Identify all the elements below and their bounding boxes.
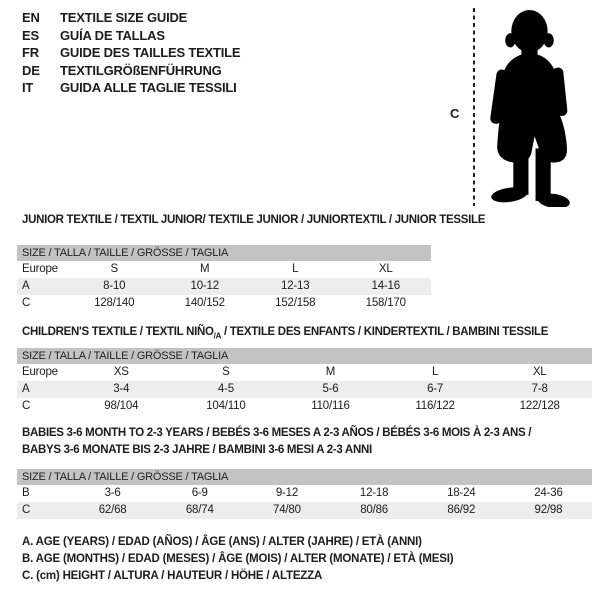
language-label: GUÍA DE TALLAS (60, 27, 165, 43)
table-row-europe (17, 261, 431, 278)
height-cell: 122/128 (519, 400, 560, 412)
language-row-en (22, 9, 240, 27)
age-cell: 12-18 (359, 487, 389, 499)
age-cell: 4-5 (217, 383, 234, 395)
row-label: Europe (22, 263, 58, 275)
title-line-2: BABYS 3-6 MONATE BIS 2-3 JAHRE / BAMBINI 3-6 MESI A 2-3 ANNI (22, 444, 372, 456)
size-bar: SIZE / TALLA / TAILLE / GRÖSSE / TAGLIA (17, 245, 431, 261)
age-cell: 5-6 (322, 383, 339, 395)
footnote-a: A. AGE (YEARS) / EDAD (AÑOS) / ÂGE (ANS) / ALTER (JAHRE) / ETÀ (ANNI) (22, 536, 422, 548)
footnote-b: B. AGE (MONTHS) / EDAD (MESES) / ÂGE (MOIS) / ALTER (MONATE) / ETÀ (MESI) (22, 553, 454, 565)
table-row-age (17, 381, 592, 398)
height-cell: 92/98 (534, 504, 563, 516)
children-table-title (22, 326, 548, 340)
height-cell: 80/86 (360, 504, 388, 516)
age-cell: 3-6 (104, 487, 121, 499)
height-cell: 128/140 (94, 297, 135, 309)
language-label: TEXTILGRÖßENFÜHRUNG (60, 62, 222, 78)
babies-size-table (17, 469, 592, 519)
language-row-de (22, 62, 240, 80)
table-row-height (17, 398, 592, 415)
age-cell: 6-9 (191, 487, 208, 499)
age-cell: 10-12 (190, 280, 219, 292)
age-cell: 7-8 (531, 383, 548, 395)
title-text: CHILDREN'S TEXTILE / TEXTIL NIÑO (22, 326, 214, 338)
size-cell: L (292, 263, 299, 275)
age-cell: 9-12 (275, 487, 299, 499)
row-label: Europe (22, 366, 58, 378)
language-label: GUIDE DES TAILLES TEXTILE (60, 45, 241, 60)
height-cell: 68/74 (185, 504, 214, 516)
height-cell: 152/158 (275, 297, 316, 309)
row-label: C (22, 400, 31, 412)
language-code: IT (22, 80, 34, 95)
height-cell: 158/170 (365, 297, 406, 309)
language-row-it (22, 79, 240, 97)
title-line-1: BABIES 3-6 MONTH TO 2-3 YEARS / BEBÉS 3-6 MESES A 2-3 AÑOS / BÉBÉS 3-6 MOIS À 2-3 ANS / (22, 427, 532, 439)
size-cell: S (110, 263, 118, 275)
table-row-age-months (17, 485, 592, 502)
junior-table-title: JUNIOR TEXTILE / TEXTIL JUNIOR/ TEXTILE JUNIOR / JUNIORTEXTIL / JUNIOR TESSILE (22, 214, 486, 226)
footnotes (22, 534, 453, 585)
height-dashed-line (473, 8, 475, 206)
size-cell: M (200, 263, 210, 275)
height-cell: 104/110 (206, 400, 246, 412)
height-cell: 74/80 (273, 504, 301, 516)
size-bar: SIZE / TALLA / TAILLE / GRÖSSE / TAGLIA (17, 348, 592, 364)
language-label: TEXTILE SIZE GUIDE (60, 10, 188, 25)
age-cell: 6-7 (427, 383, 444, 395)
age-cell: 14-16 (371, 280, 400, 292)
height-measure-label: C (450, 106, 460, 121)
height-cell: 86/92 (447, 504, 476, 516)
row-label: C (22, 297, 31, 309)
size-cell: XL (532, 366, 547, 378)
row-label: A (22, 280, 30, 292)
language-legend (22, 9, 240, 97)
age-cell: 12-13 (281, 280, 310, 292)
size-cell: XS (113, 366, 129, 378)
height-cell: 116/122 (415, 400, 455, 412)
title-text: / TEXTILE DES ENFANTS / KINDERTEXTIL / BAMBINI TESSILE (221, 326, 549, 338)
size-cell: L (431, 366, 439, 378)
language-label: GUIDA ALLE TAGLIE TESSILI (60, 80, 237, 95)
height-cell: 98/104 (104, 400, 139, 412)
language-code: EN (22, 10, 40, 25)
language-row-fr (22, 44, 240, 62)
title-subscript: /A (213, 331, 222, 341)
size-cell: S (222, 366, 230, 378)
age-cell: 8-10 (103, 280, 126, 292)
children-size-table (17, 348, 592, 415)
row-label: B (22, 487, 30, 499)
babies-table-title (22, 425, 531, 459)
size-bar: SIZE / TALLA / TAILLE / GRÖSSE / TAGLIA (17, 469, 592, 485)
table-row-height (17, 502, 592, 519)
size-cell: M (325, 366, 336, 378)
table-row-europe (17, 364, 592, 381)
footnote-c: C. (cm) HEIGHT / ALTURA / HAUTEUR / HÖHE / ALTEZZA (22, 570, 323, 582)
row-label: A (22, 383, 30, 395)
junior-size-table (17, 245, 431, 312)
language-code: DE (22, 62, 40, 78)
language-code: FR (22, 45, 39, 60)
row-label: C (22, 504, 31, 516)
height-cell: 62/68 (98, 504, 127, 516)
toddler-silhouette-image (487, 9, 575, 207)
age-cell: 3-4 (113, 383, 130, 395)
age-cell: 24-36 (534, 487, 563, 499)
height-cell: 140/152 (184, 297, 225, 309)
age-cell: 18-24 (447, 487, 476, 499)
table-row-height (17, 295, 431, 312)
size-cell: XL (378, 263, 393, 275)
language-row-es (22, 27, 240, 45)
height-cell: 110/116 (311, 400, 350, 412)
language-code: ES (22, 27, 39, 43)
table-row-age (17, 278, 431, 295)
